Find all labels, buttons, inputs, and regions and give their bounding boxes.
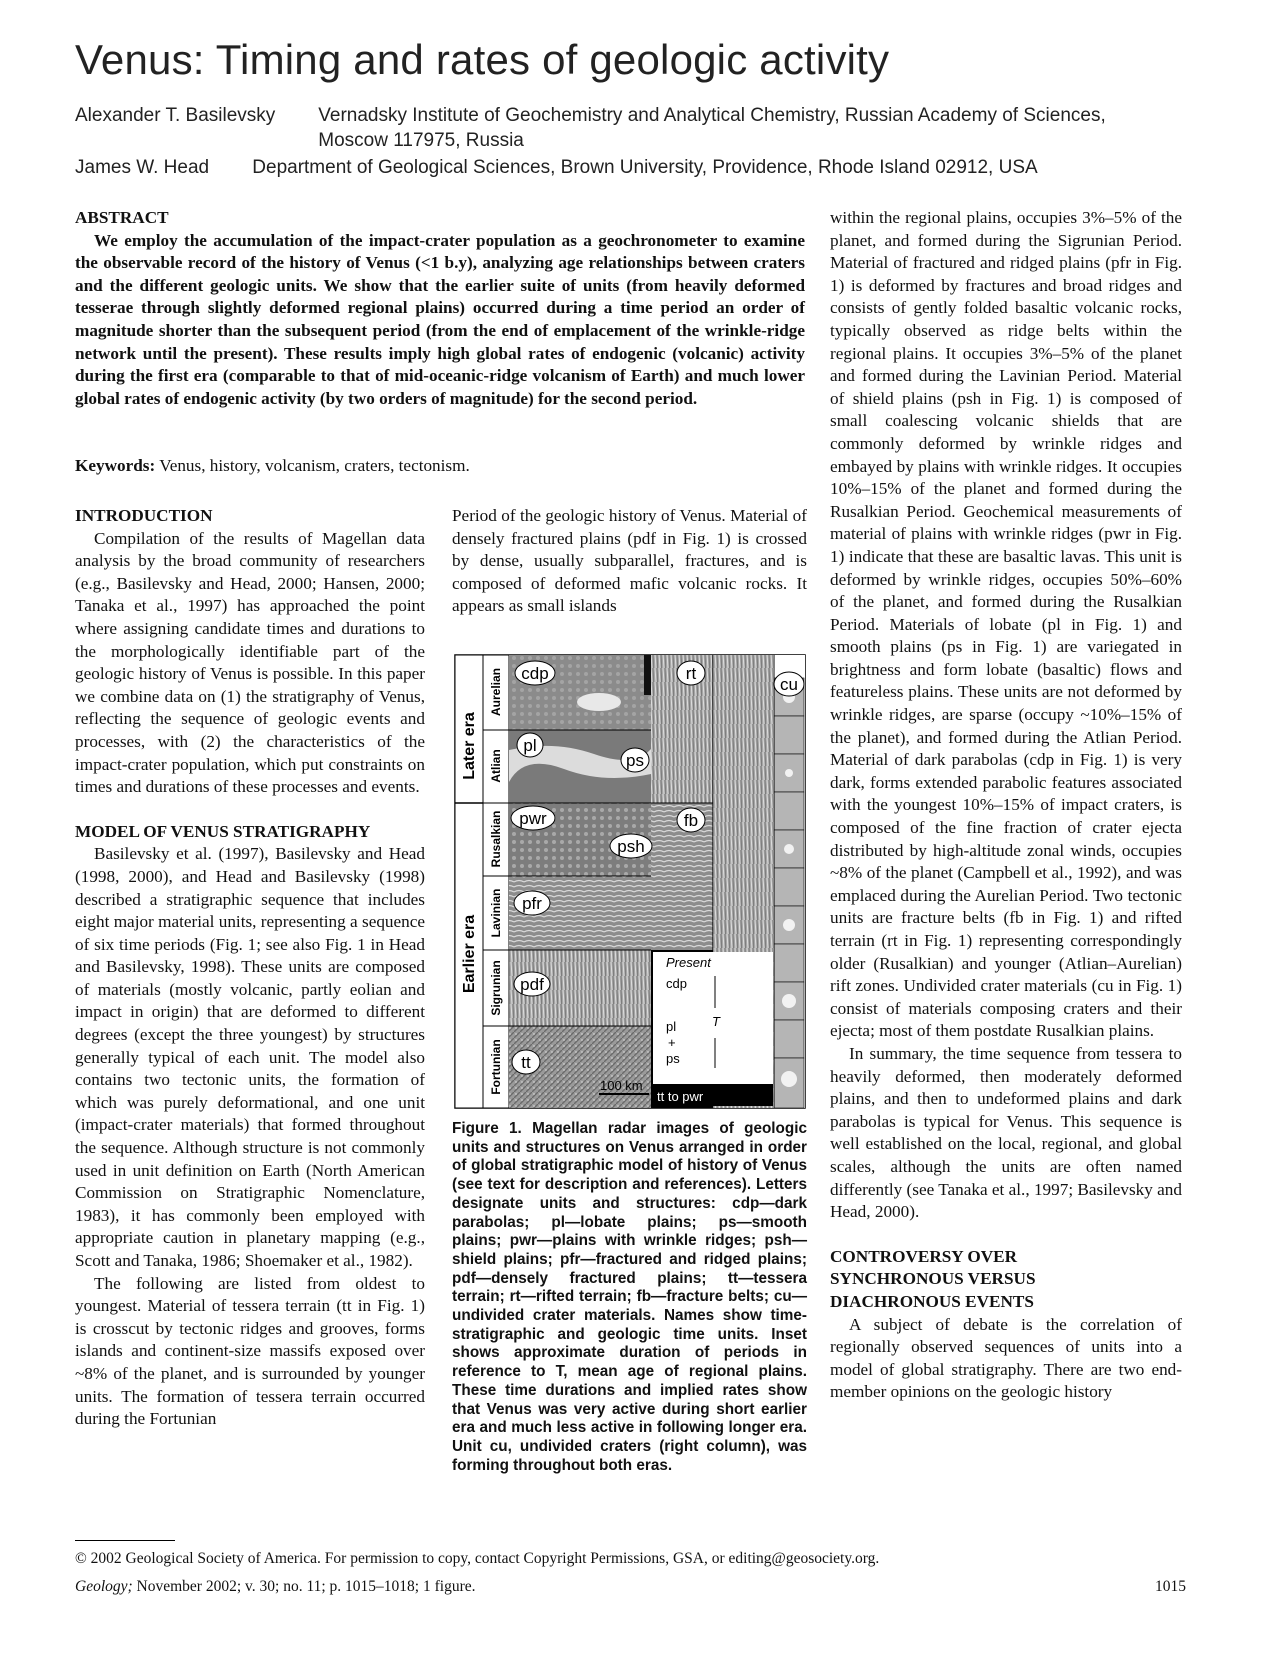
era-label-earlier: Earlier era bbox=[461, 914, 478, 994]
inset-T: T bbox=[712, 1014, 720, 1029]
paragraph: In summary, the time sequence from tessera to heavily deformed, then moderately deformed plains, and then to undeformed plains and dark parabolas is typical for Venus. This sequence is well established on the local, regional, and global scales, although the units are often named differently (see Tanaka et al., 1997; Basilevsky and Head, 2000). bbox=[830, 1043, 1182, 1222]
unit-label-tt: tt bbox=[521, 1053, 531, 1072]
author-affiliation bbox=[318, 103, 1105, 153]
citation-details: November 2002; v. 30; no. 11; p. 1015–1018; 1 figure. bbox=[136, 1578, 476, 1595]
paragraph: The following are listed from oldest to youngest. Material of tessera terrain (tt in Fig. 1) is crosscut by tectonic ridges and grooves, forms islands and continent-size massifs exposed over ~8% of the planet, and is surrounded by younger units. The formation of tessera terrain occurred during the Fortunian bbox=[75, 1273, 425, 1429]
author-name: Alexander T. Basilevsky bbox=[75, 105, 276, 126]
era-label-later: Later era bbox=[461, 712, 478, 780]
figure-graphic bbox=[454, 654, 806, 1109]
paragraph: Basilevsky et al. (1997), Basilevsky and Head (1998, 2000), and Head and Basilevsky (1998) described a stratigraphic sequence that includes eight major material units, representing a sequence of six time periods (Fig. 1; see also Fig. 1 in Head and Basilevsky, 1998). These units are composed of materials (mostly volcanic, partly eolian and impact in origin) that are deformed to different degrees (except the three youngest) by structures generally typical of each unit. The model also contains two tectonic units, the formation of which was purely deformational, and one unit (impact-crater materials) that formed throughout the sequence. Although structure is not commonly used in unit definition on Earth (North American Commission on Stratigraphic Nomenclature, 1983), it has commonly been employed with appropriate caution in planetary mapping (e.g., Scott and Tanaka, 1986; Shoemaker et al., 1982). bbox=[75, 844, 425, 1270]
section-heading-introduction: INTRODUCTION bbox=[75, 506, 213, 525]
unit-label-pl: pl bbox=[523, 736, 537, 755]
abstract bbox=[75, 207, 805, 410]
inset-plus: + bbox=[668, 1035, 676, 1050]
paragraph: Period of the geologic history of Venus. Material of densely fractured plains (pdf in Fig. 1) is crossed by dense, usually subparallel, fractures, and is composed of deformed mafic volcanic rocks. It appears as small islands bbox=[452, 506, 807, 616]
page-title: Venus: Timing and rates of geologic activity bbox=[75, 36, 890, 83]
period-label-lavinian: Lavinian bbox=[489, 888, 503, 938]
column-1 bbox=[75, 505, 425, 1431]
column-2 bbox=[452, 505, 807, 618]
affiliation-line: Vernadsky Institute of Geochemistry and Analytical Chemistry, Russian Academy of Sciences, bbox=[318, 105, 1106, 126]
unit-label-cdp: cdp bbox=[521, 664, 549, 683]
unit-label-psh: psh bbox=[617, 837, 645, 856]
section-heading-controversy bbox=[830, 1246, 1182, 1314]
inset-present: Present bbox=[666, 955, 711, 970]
abstract-text: We employ the accumulation of the impact-crater population as a geochronometer to examine the observable record of the history of Venus (<1 b.y), analyzing age relationships between craters and the different geologic units. We show that the earlier suite of units (from heavily deformed tesserae through slightly deformed regional plains) occurred during a time period an order of magnitude shorter than the subsequent period (from the end of emplacement of the wrinkle-ridge network until the present). These results imply high global rates of endogenic (volcanic) activity during the first era (comparable to that of mid-oceanic-ridge volcanism of Earth) and much lower global rates of endogenic activity (by two orders of magnitude) for the second period. bbox=[75, 230, 805, 408]
page-number: 1015 bbox=[1155, 1578, 1186, 1595]
paragraph: within the regional plains, occupies 3%–5% of the planet, and formed during the Sigrunian Period. Material of fractured and ridged plains (pfr in Fig. 1) is deformed by fractures and broad ridges and consists of gently folded basaltic volcanic rocks, typically observed as ridge belts within the regional plains. It occupies 3%–5% of the planet and formed during the Lavinian Period. Material of shield plains (psh in Fig. 1) is composed of small coalescing volcanic shields that are commonly deformed by wrinkle ridges and embayed by plains with wrinkle ridges. It occupies 10%–15% of the planet and formed during the Rusalkian Period. Geochemical measurements of material of plains with wrinkle ridges (pwr in Fig. 1) indicate that these are basaltic lavas. This unit is deformed by wrinkle ridges, occupies 50%–60% of the planet, and formed during the Rusalkian Period. Materials of lobate (pl in Fig. 1) and smooth plains (ps in Fig. 1) are variegated in brightness and form lobate (basaltic) flows and featureless plains. These units are not deformed by wrinkle ridges, are sparse (occupy ~10%–15% of the planet), and formed during the Atlian Period. Material of dark parabolas (cdp in Fig. 1) is very dark, forms extended parabolic features associated with the youngest 10%–15% of impact craters, is composed of the fine fraction of crater ejecta distributed by high-altitude zonal winds, occupies ~8% of the planet (Campbell et al., 1992), and was emplaced during the Aurelian Period. Two tectonic units are fracture belts (fb in Fig. 1) and rifted terrain (rt in Fig. 1) representing correspondingly older (Rusalkian) and younger (Atlian–Aurelian) rift zones. Undivided crater materials (cu in Fig. 1) consist of materials composing craters and their ejecta; most of them postdate Rusalkian plains. bbox=[830, 208, 1182, 1041]
column-3 bbox=[830, 207, 1182, 1404]
author-1 bbox=[75, 103, 1106, 153]
heading-line: CONTROVERSY OVER bbox=[830, 1246, 1018, 1266]
author-2 bbox=[75, 155, 1038, 180]
scale-bar-label: 100 km bbox=[600, 1078, 643, 1093]
inset-ps: ps bbox=[666, 1051, 680, 1066]
affiliation-line: Moscow 117975, Russia bbox=[318, 130, 524, 151]
unit-label-pwr: pwr bbox=[519, 809, 547, 828]
section-heading-model: MODEL OF VENUS STRATIGRAPHY bbox=[75, 821, 371, 841]
unit-label-pfr: pfr bbox=[522, 894, 542, 913]
paragraph: A subject of debate is the correlation of regionally observed sequences of units into a model of global stratigraphy. There are two end-member opinions on the geologic history bbox=[830, 1314, 1182, 1402]
copyright-note: © 2002 Geological Society of America. For permission to copy, contact Copyright Permissions, GSA, or editing@geosociety.org. bbox=[75, 1550, 880, 1567]
unit-label-pdf: pdf bbox=[520, 975, 544, 994]
period-label-aurelian: Aurelian bbox=[489, 667, 503, 717]
period-label-atlian: Atlian bbox=[489, 749, 503, 783]
unit-label-fb: fb bbox=[683, 811, 699, 830]
inset-cdp: cdp bbox=[666, 976, 687, 991]
author-name: James W. Head bbox=[75, 157, 210, 178]
keywords bbox=[75, 456, 470, 476]
inset-bottom-label: tt to pwr bbox=[657, 1089, 704, 1104]
unit-label-ps: ps bbox=[626, 751, 644, 770]
footnote-rule bbox=[75, 1540, 175, 1541]
unit-label-cu: cu bbox=[780, 675, 798, 694]
figure-caption: Figure 1. Magellan radar images of geologic units and structures on Venus arranged in order of global stratigraphic model of history of Venus (see text for description and references). Letters designate units and structures: cdp—dark parabolas; pl—lobate plains; ps—smooth plains; pwr—plains with wrinkle ridges; psh—shield plains; pfr—fractured and ridged plains; pdf—densely fractured plains; tt—tessera terrain; rt—rifted terrain; fb—fracture belts; cu—undivided crater materials. Names show time-stratigraphic and geologic time units. Inset shows approximate duration of periods in reference to T, mean age of regional plains. These time durations and implied rates show that Venus was very active during short earlier era and much less active in following longer era. Unit cu, undivided craters (right column), was forming throughout both eras. bbox=[452, 1120, 807, 1474]
figure-1 bbox=[454, 654, 806, 1109]
period-label-sigrunian: Sigrunian bbox=[489, 960, 503, 1016]
period-label-rusalkian: Rusalkian bbox=[489, 810, 503, 868]
keywords-label: Keywords: bbox=[75, 456, 156, 475]
abstract-heading: ABSTRACT bbox=[75, 208, 169, 227]
heading-line: SYNCHRONOUS VERSUS bbox=[830, 1269, 1036, 1289]
unit-label-rt: rt bbox=[685, 664, 697, 683]
journal-name: Geology; bbox=[75, 1578, 133, 1595]
inset-pl: pl bbox=[666, 1019, 677, 1034]
heading-line: DIACHRONOUS EVENTS bbox=[830, 1291, 1034, 1311]
citation-line bbox=[75, 1578, 476, 1596]
paragraph: Compilation of the results of Magellan data analysis by the broad community of researchers (e.g., Basilevsky and Head, 2000; Hansen, 2000; Tanaka et al., 1997) has approached the point where assigning candidate times and durations to the morphologically identifiable part of the geologic history of Venus is possible. In this paper we combine data on (1) the stratigraphy of Venus, reflecting the sequence of geologic events and processes, with (2) the characteristics of the impact-crater population, which put constraints on times and durations of these processes and events. bbox=[75, 528, 425, 797]
author-affiliation bbox=[252, 155, 1037, 180]
period-label-fortunian: Fortunian bbox=[489, 1039, 503, 1095]
keywords-text: Venus, history, volcanism, craters, tectonism. bbox=[159, 456, 470, 475]
affiliation-line: Department of Geological Sciences, Brown University, Providence, Rhode Island 02912, USA bbox=[252, 157, 1038, 178]
